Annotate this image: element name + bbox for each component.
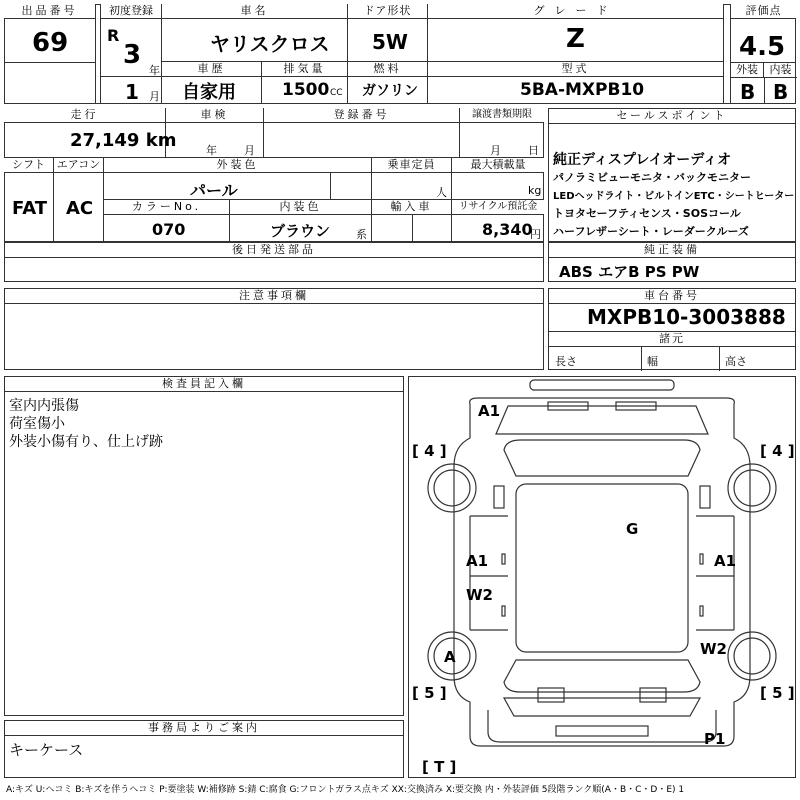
chassis-block	[548, 288, 796, 370]
inspection-label: 車検	[166, 108, 263, 123]
fuel-cell	[348, 62, 428, 104]
score-cell	[730, 4, 796, 104]
int-color: ブラウン	[270, 222, 331, 240]
inspector-block	[4, 376, 404, 716]
chassis-number: MXPB10-3003888	[587, 305, 786, 329]
grade-label: グレード	[428, 4, 723, 19]
sales-point-5: ハーフレザーシート・レーダークルーズ	[553, 225, 749, 238]
equipment-label: 純正装備	[549, 243, 795, 258]
int-color-cell	[230, 200, 372, 242]
reg-no-cell	[264, 108, 460, 158]
max-load-label: 最大積載量	[452, 158, 544, 173]
inspector-label: 検査員記入欄	[5, 377, 403, 392]
office-label: 事務局よりご案内	[5, 721, 403, 736]
mark-bracket-t: [ T ]	[422, 758, 457, 776]
front-bumper	[530, 380, 674, 390]
roof	[516, 484, 688, 652]
history-label: 車歴	[162, 62, 261, 77]
car-name: ヤリスクロス	[210, 32, 330, 56]
rear-gate	[504, 698, 700, 716]
shift: FAT	[12, 198, 48, 219]
sales-points-label: セールスポイント	[549, 109, 795, 124]
inspector-line-1: 室内内張傷	[9, 398, 79, 414]
legend: A:キズ U:ヘコミ B:キズを伴うヘコミ P:要塗装 W:補修跡 S:錆 C:腐食 G:フロントガラス点キズ XX:交換済み X:要交換 内・外装評価 5段階ランク順(A・B・C・D・E) 1	[6, 785, 685, 795]
reg-year: 3	[123, 40, 142, 70]
fuel-label: 燃料	[348, 62, 427, 77]
body-outline	[454, 398, 750, 746]
ac-label: エアコン	[54, 158, 103, 173]
chassis-label: 車台番号	[549, 289, 795, 304]
exterior-score: B	[740, 80, 756, 104]
grade: Z	[566, 24, 585, 54]
wheel-rr	[728, 632, 776, 680]
era: R	[107, 26, 120, 45]
sales-points-block	[548, 108, 796, 242]
capacity-cell	[372, 158, 452, 200]
exterior-label: 外装	[731, 63, 764, 78]
shift-cell	[4, 158, 54, 242]
office-block	[4, 720, 404, 778]
transfer-cell	[460, 108, 544, 158]
mark-w2-left: W2	[466, 586, 493, 604]
interior-score: B	[773, 80, 789, 104]
sales-point-4: トヨタセーフティセンス・SOSコール	[553, 207, 741, 220]
displacement-unit: CC	[330, 88, 343, 98]
later-parts-label: 後日発送部品	[5, 243, 543, 258]
year-unit: 年	[149, 64, 160, 77]
int-color-unit: 系	[356, 228, 367, 241]
reg-no-label: 登録番号	[264, 108, 459, 123]
mileage-cell	[4, 108, 177, 158]
color-no-label: カラーNo.	[104, 200, 229, 215]
equipment-block	[548, 242, 796, 282]
mark-a1-right: A1	[714, 552, 737, 570]
interior-label: 内装	[764, 63, 797, 78]
import-label: 輸入車	[372, 200, 451, 215]
mark-bracket-bl: [ 5 ]	[412, 684, 447, 702]
height-label: 高さ	[725, 355, 747, 368]
car-name-label: 車名	[162, 4, 347, 19]
first-reg-label: 初度登録	[101, 4, 161, 19]
mark-g: G	[626, 520, 639, 538]
score-label: 評価点	[731, 4, 796, 19]
ext-color-label: 外装色	[104, 158, 371, 173]
model: 5BA-MXPB10	[520, 80, 645, 100]
history: 自家用	[182, 82, 236, 103]
door-cell	[348, 4, 428, 62]
mark-a-wheel: A	[444, 648, 456, 666]
ac-cell	[54, 158, 104, 242]
color-no-cell	[104, 200, 230, 242]
sales-point-2: パノラミビューモニタ・バックモニター	[553, 171, 751, 184]
recycle-label: リサイクル預託金	[452, 200, 544, 215]
transfer-month: 月	[490, 144, 501, 157]
sales-point-1: 純正ディスプレイオーディオ	[553, 152, 732, 168]
max-load-unit: kg	[528, 184, 542, 197]
model-cell	[428, 62, 724, 104]
mark-bracket-tr: [ 4 ]	[760, 442, 795, 460]
car-name-cell	[162, 4, 348, 62]
inspection-cell	[166, 108, 264, 158]
wheel-fl	[428, 464, 476, 512]
hood	[496, 406, 708, 434]
color-no: 070	[152, 220, 186, 239]
length-label: 長さ	[555, 355, 577, 368]
mileage: 27,149 km	[70, 130, 177, 151]
door-label: ドア形状	[348, 4, 427, 19]
transfer-label: 譲渡書類期限	[460, 108, 544, 123]
capacity-label: 乗車定員	[372, 158, 451, 173]
front-windshield	[504, 440, 700, 476]
insp-year-unit: 年	[206, 144, 217, 157]
recycle-unit: 円	[530, 228, 541, 241]
car-diagram	[408, 376, 796, 778]
ac: AC	[66, 198, 94, 219]
history-cell	[162, 62, 262, 104]
displacement: 1500	[282, 80, 330, 100]
score: 4.5	[739, 32, 786, 62]
inspector-line-2: 荷室傷小	[9, 416, 65, 432]
sales-point-3: LEDヘッドライト・ビルトインETC・シートヒーター	[553, 191, 795, 202]
lot-no-label: 出品番号	[4, 4, 95, 19]
wheel-fr	[728, 464, 776, 512]
mileage-label: 走行	[4, 108, 165, 123]
notes-block	[4, 288, 544, 370]
ext-color: パール	[190, 181, 238, 200]
door: 5W	[372, 30, 408, 54]
reg-month: 1	[125, 80, 139, 104]
int-color-label: 内装色	[230, 200, 371, 215]
width-label: 幅	[647, 355, 658, 368]
lot-no: 69	[32, 28, 69, 58]
recycle-cell	[452, 200, 544, 242]
max-load-cell	[452, 158, 544, 200]
model-label: 型式	[428, 62, 723, 77]
recycle: 8,340	[482, 220, 533, 239]
mark-p1: P1	[704, 730, 726, 748]
ext-color-cell	[104, 158, 372, 200]
shift-label: シフト	[4, 158, 53, 173]
inspector-line-3: 外装小傷有り、仕上げ跡	[9, 434, 163, 450]
later-parts-block	[4, 242, 544, 282]
office-text: キーケース	[9, 741, 84, 759]
specs-label: 諸元	[659, 332, 685, 345]
displacement-label: 排気量	[262, 62, 347, 77]
notes-label: 注意事項欄	[5, 289, 543, 304]
mark-bracket-br: [ 5 ]	[760, 684, 795, 702]
transfer-day: 日	[528, 144, 539, 157]
month-unit: 月	[149, 90, 160, 103]
grade-cell	[428, 4, 724, 62]
displacement-cell	[262, 62, 348, 104]
mark-a1-left: A1	[466, 552, 489, 570]
import-cell	[372, 200, 452, 242]
mark-a1-top: A1	[478, 402, 501, 420]
first-reg-cell	[100, 4, 162, 104]
rear-window	[504, 660, 700, 692]
equipment-value: ABS エアB PS PW	[559, 263, 700, 281]
lot-no-cell	[4, 4, 96, 104]
capacity-unit: 人	[436, 186, 447, 199]
mark-bracket-tl: [ 4 ]	[412, 442, 447, 460]
insp-month-unit: 月	[244, 144, 255, 157]
fuel: ガソリン	[362, 83, 418, 99]
mark-w2-right: W2	[700, 640, 727, 658]
